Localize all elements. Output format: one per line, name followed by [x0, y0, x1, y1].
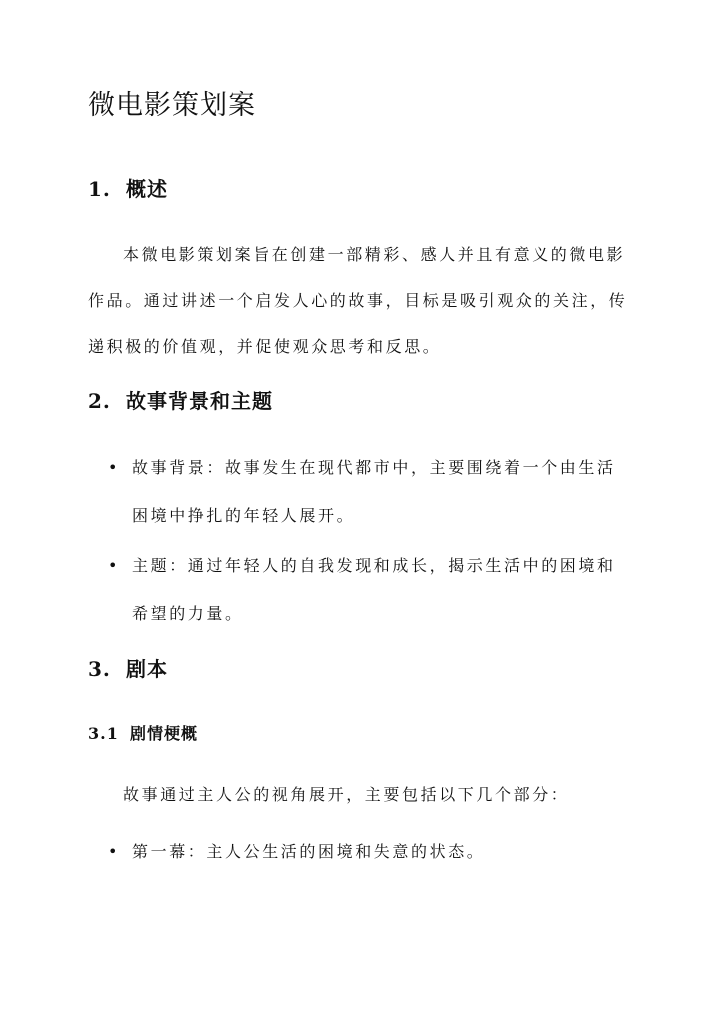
section-title: 剧本	[126, 657, 168, 681]
subsection-title: 剧情梗概	[130, 724, 199, 743]
document-title: 微电影策划案	[88, 90, 256, 121]
bullet-dot: •	[108, 556, 121, 575]
bullet-item-theme	[108, 542, 618, 638]
section-heading-overview	[88, 174, 168, 204]
subsection-heading-synopsis	[88, 722, 198, 746]
bullet-dot: •	[108, 458, 121, 477]
section-number: 1.	[88, 177, 111, 201]
section-number: 2.	[88, 389, 111, 413]
synopsis-paragraph: 故事通过主人公的视角展开，主要包括以下几个部分：	[123, 785, 570, 804]
bullet-text: 故事背景：故事发生在现代都市中，主要围绕着一个由生活困境中挣扎的年轻人展开。	[132, 458, 616, 525]
subsection-number: 3.1	[88, 724, 119, 743]
overview-paragraph: 本微电影策划案旨在创建一部精彩、感人并且有意义的微电影作品。通过讲述一个启发人心的故事，目标是吸引观众的关注，传递积极的价值观，并促使观众思考和反思。	[88, 245, 628, 356]
section-number: 3.	[88, 657, 111, 681]
bullet-text: 第一幕：主人公生活的困境和失意的状态。	[132, 842, 486, 861]
section-heading-script	[88, 654, 168, 684]
bullet-item-background	[108, 444, 618, 540]
section-heading-background	[88, 386, 273, 416]
bullet-text: 主题：通过年轻人的自我发现和成长，揭示生活中的困境和希望的力量。	[132, 556, 616, 623]
section-title: 故事背景和主题	[126, 389, 273, 413]
bullet-dot: •	[108, 842, 121, 861]
bullet-item-act-one	[108, 828, 618, 876]
section-title: 概述	[126, 177, 168, 201]
